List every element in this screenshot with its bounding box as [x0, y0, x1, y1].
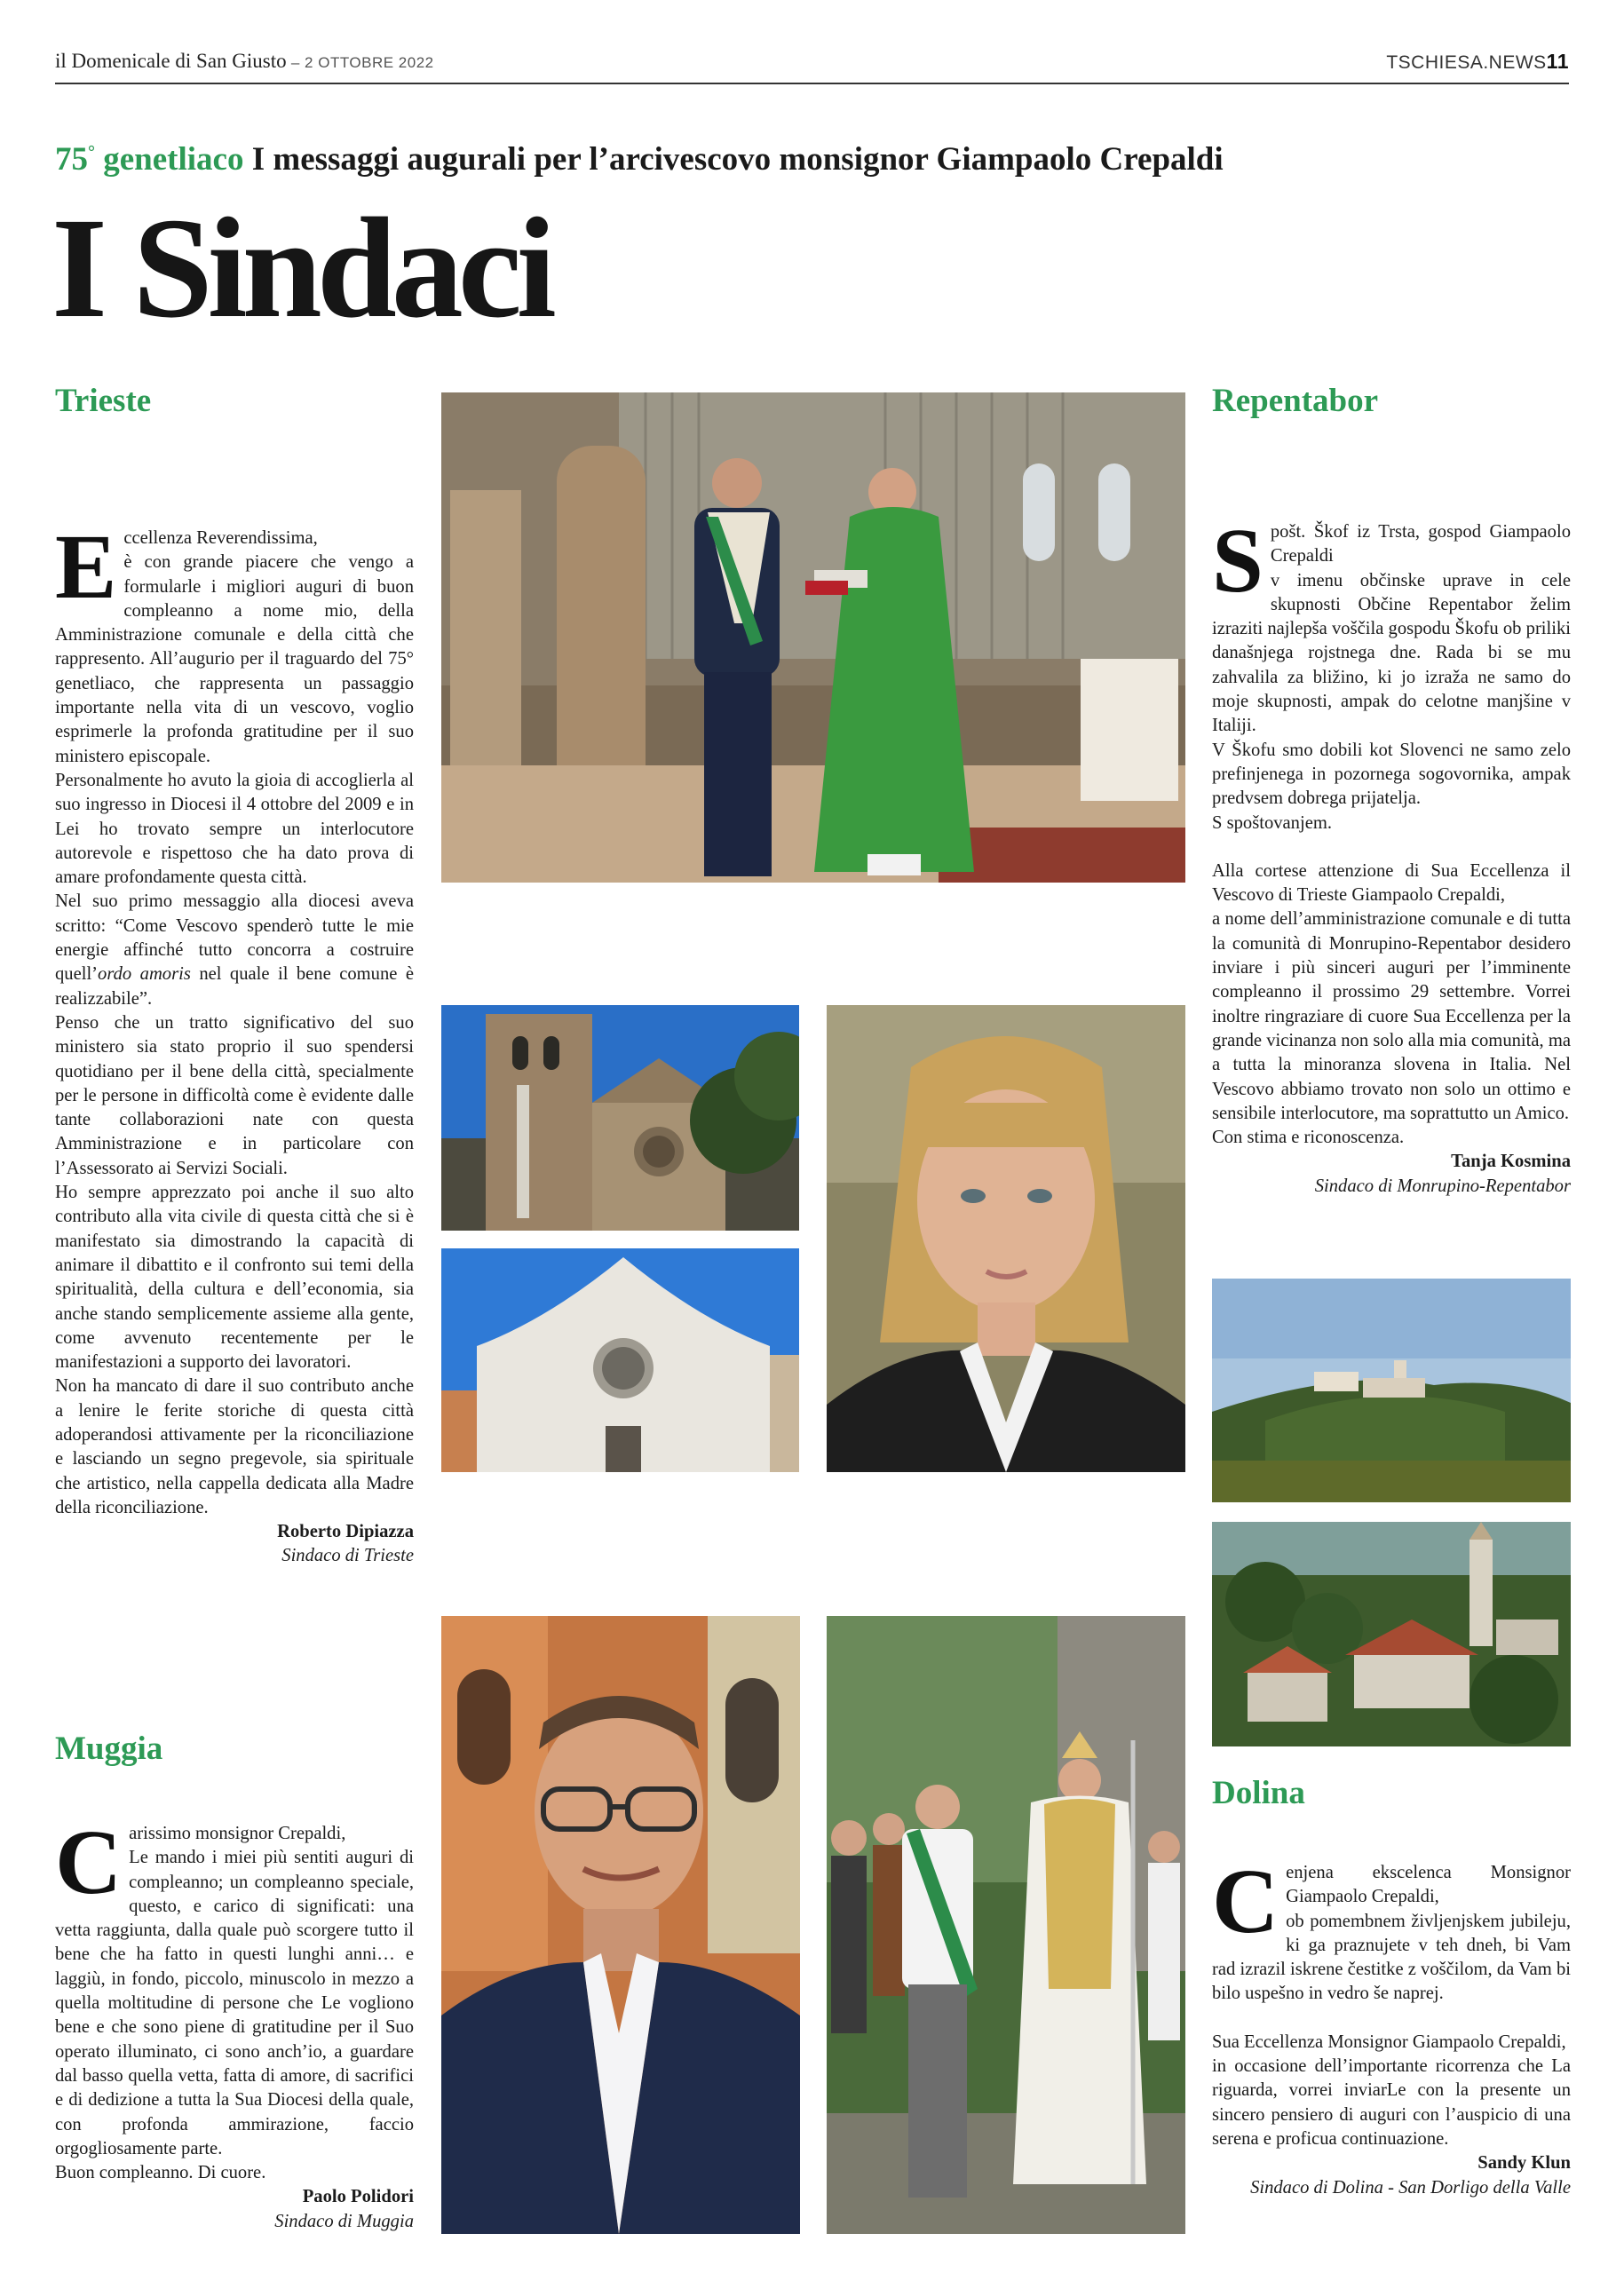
portrait-tanja-kosmina: [827, 1005, 1185, 1472]
signature-role: Sindaco di Muggia: [274, 2211, 414, 2231]
header-rule: [55, 83, 1569, 84]
article-repentabor: Spošt. Škof iz Trsta, gospod Giampaolo Crepaldi v imenu občinske uprave in cele skupnosti Občine Repentabor želim izraziti najlepša voščila gospodu Škofu ob priliki današnjega rojstnega dne. Rada bi se mu zahvalila za bližino, ki jo izraža ne samo do moje skupnosti, ampak do celotne manjšine v Italiji. V Škofu smo dobili kot Slovenci ne samo zelo prefinjenega in pozornega sogovornika, ampak predvsem dobrega prijatelja. S spoštovanjem. Alla cortese attenzione di Sua Eccellenza il Vescovo di Trieste Giampaolo Crepaldi, a nome dell’amministrazione comunale e di tutta la comunità di Monrupino-Repentabor desidero inviare i più sinceri auguri per l’imminente compleanno il prossimo 29 settembre. Vorrei inoltre ringraziare di cuore Sua Eccellenza per la grande vicinanza non solo alla mia comunità, ma a tutta la minoranza slovena in Italia. Nel Vescovo abbiamo trovato non solo un ottimo e sensibile interlocutore, ma soprattutto un Amico. Con stima e riconoscenza. Tanja Kosmina Sindaco di Monrupino-Repentabor: [1212, 510, 1571, 1196]
drop-cap: E: [55, 516, 117, 618]
drop-cap: S: [1212, 510, 1264, 612]
ceremony-photo: [441, 392, 1185, 883]
article-dolina: Cenjena ekscelenca Monsignor Giampaolo Crepaldi, ob pomembnem življenjskem jubileju, ki ga praznujete v teh dneh, bi Vam rad izrazil iskrene čestitke z voščilom, da Vam bi bilo uspešno in vedro še naprej. Sua Eccellenza Monsignor Giampaolo Crepaldi, in occasione dell’importante ricorrenza che La riguarda, vorrei inviarLe con la presente un sincero pensiero di auguri con l’auspicio di una serena e proficua continuazione. Sandy Klun Sindaco di Dolina - San Dorligo della Valle: [1212, 1850, 1571, 2198]
article-trieste: Eccellenza Reverendissima, è con grande piacere che vengo a formularle i migliori auguri di buon compleanno a nome mio, della Amministrazione comunale e della città che rappresento. All’augurio per il traguardo del 75° genetliaco, che rappresenta un passaggio importante nella vita di un vescovo, voglio esprimerle la profonda gratitudine per il suo ministero episcopale. Personalmente ho avuto la gioia di accoglierla al suo ingresso in Diocesi il 4 ottobre del 2009 e in Lei ho trovato sempre un interlocutore autorevole e rispettoso che ha dato prova di amare profondamente questa città. Nel suo primo messaggio alla diocesi aveva scritto: “Come Vescovo spenderò tutte le mie energie affinché tutto concorra a costruire quell’ordo amoris nel quale il bene comune è realizzabile”. Penso che un tratto significativo del suo ministero sia stato proprio il suo spendersi quotidiano per il bene della città, specialmente per le persone in difficoltà come è evidente dalle tante collaborazioni nate con questa Amministrazione e in particolare con l’Assessorato ai Servizi Sociali. Ho sempre apprezzato poi anche il suo alto contributo alla vita civile di questa città che si è manifestato sia dimostrando la capacità di animare il dibattito e il confronto sui temi della spiritualità, della cultura e dell’economia, sia anche stando semplicemente assieme alla gente, come avvenuto recentemente per le manifestazioni a supporto dei lavoratori. Non ha mancato di dare il suo contributo anche a lenire le ferite storiche di questa città adoperandosi attivamente per la riconciliazione e lasciando un segno pregevole, sia spirituale che artistico, nella cappella dedicata alla Madre della riconciliazione. Roberto Dipiazza Sindaco di Trieste: [55, 516, 414, 1566]
header-site: [1386, 50, 1569, 74]
site-name: TSCHIESA.NEWS: [1386, 52, 1547, 73]
drop-cap: C: [55, 1811, 123, 1913]
signature-name: Sandy Klun: [1477, 2153, 1571, 2174]
publication-name: il Domenicale di San Giusto: [55, 50, 287, 72]
signature-role: Sindaco di Monrupino-Repentabor: [1314, 1176, 1571, 1196]
article-muggia: Carissimo monsignor Crepaldi, Le mando i miei più sentiti auguri di compleanno; un compleanno speciale, questo, e carico di significati: una vetta raggiunta, dalla quale può scorgere tutto il bene che ha fatto in questi lunghi anni… e laggiù, in fondo, piccolo, minuscolo in mezzo a quella moltitudine di persone che Le vogliono bene e che sono piene di gratitudine per il Suo operato illuminato, ci sono anch’io, a guardare dal basso quella vetta, fatta di amore, di sacrifici e di dedizione a tutta la Sua Diocesi della quale, con profonda ammirazione, faccio orgogliosamente parte. Buon compleanno. Di cuore. Paolo Polidori Sindaco di Muggia: [55, 1811, 414, 2231]
drop-cap: C: [1212, 1850, 1279, 1952]
kicker: [55, 140, 1224, 178]
dolina-village-photo: [1212, 1522, 1571, 1746]
page-number: 11: [1546, 50, 1569, 73]
cathedral-tower-photo: [441, 1005, 799, 1231]
signature-name: Tanja Kosmina: [1451, 1152, 1571, 1172]
issue-date: 2 OTTOBRE 2022: [305, 54, 434, 71]
signature-role: Sindaco di Dolina - San Dorligo della Valle: [1250, 2177, 1571, 2198]
running-header: [55, 50, 434, 73]
signature-name: Paolo Polidori: [302, 2187, 414, 2207]
procession-photo: [827, 1616, 1185, 2234]
section-heading-repentabor: Repentabor: [1212, 383, 1379, 419]
monrupino-hill-photo: [1212, 1279, 1571, 1502]
header-separator: –: [286, 54, 305, 71]
signature-name: Roberto Dipiazza: [277, 1522, 414, 1542]
kicker-text: I messaggi augurali per l’arcivescovo monsignor Giampaolo Crepaldi: [243, 141, 1224, 178]
section-heading-muggia: Muggia: [55, 1730, 163, 1767]
kicker-label: 75° genetliaco: [55, 141, 244, 178]
section-heading-dolina: Dolina: [1212, 1775, 1305, 1811]
signature-role: Sindaco di Trieste: [281, 1546, 414, 1566]
cathedral-facade-photo: [441, 1248, 799, 1472]
portrait-paolo-polidori: [441, 1616, 800, 2234]
page-title: I Sindaci: [51, 189, 551, 348]
section-heading-trieste: Trieste: [55, 383, 152, 419]
